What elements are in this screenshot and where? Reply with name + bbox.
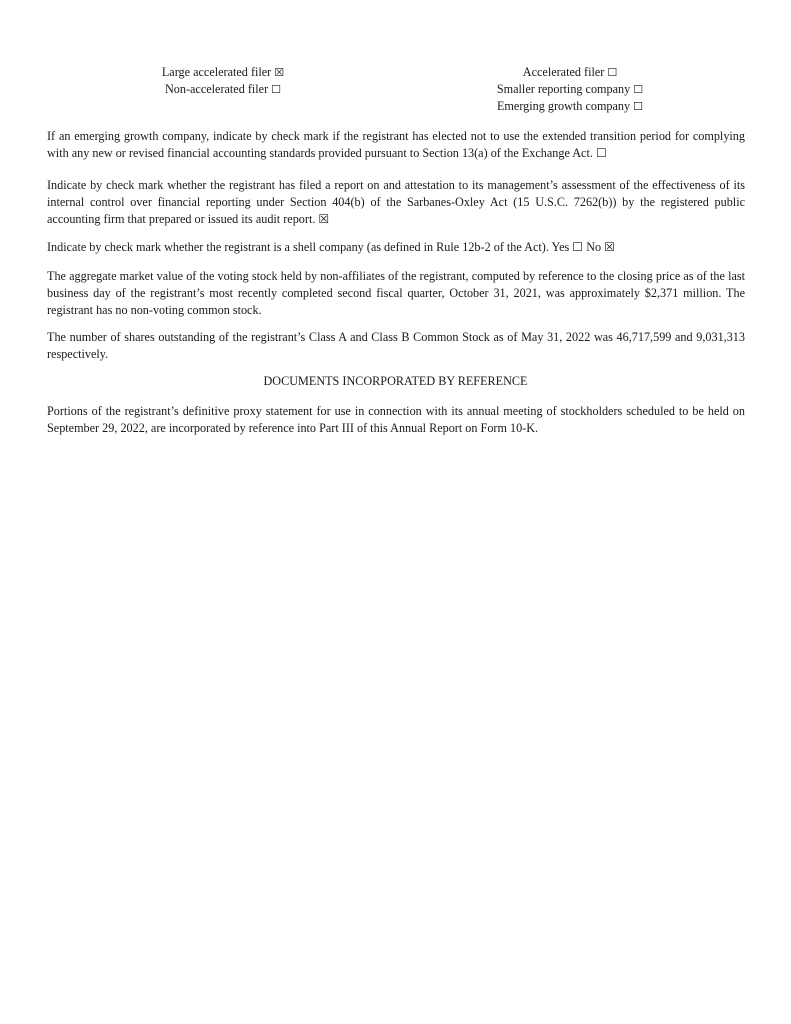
filer-label: Non-accelerated filer [164,82,269,96]
shares-outstanding-paragraph: The number of shares outstanding of the registrant’s Class A and Class B Common Stock as of May 31, 2022 was 46,717,599 and 9,031,313 respectively. [47,330,745,361]
filer-status-accelerated [470,64,670,81]
filer-label: Accelerated filer [522,65,605,79]
documents-incorporated-heading: DOCUMENTS INCORPORATED BY REFERENCE [263,374,528,388]
filer-status-smaller-reporting [470,81,670,98]
unchecked-box-icon: ☐ [633,83,644,96]
proxy-statement-paragraph: Portions of the registrant’s definitive proxy statement for use in connection with its annual meeting of stockholders scheduled to be held on September 29, 2022, are incorporated by reference into Part III of this Annual Report on Form 10-K. [47,404,745,435]
unchecked-box-icon: ☐ [607,66,618,79]
unchecked-box-icon: ☐ [271,83,282,96]
filer-label: Smaller reporting company [496,82,631,96]
unchecked-box-icon: ☐ [633,100,643,113]
filer-status-left-column [118,64,328,98]
internal-control-paragraph: Indicate by check mark whether the registrant has filed a report on and attestation to its management’s assessment of the effectiveness of its internal control over financial reporting under Section 404(b) of the Sarbanes-Oxley Act (15 U.S.C. 7262(b)) by the registered public accounting firm that prepared or issued its audit report. ☒ [47,178,745,226]
market-value-paragraph: The aggregate market value of the voting stock held by non-affiliates of the registrant, computed by reference to the closing price as of the last business day of the registrant’s most recently completed second fiscal quarter, October 31, 2021, was approximately $2,371 million. The registrant has no non-voting common stock. [47,269,745,317]
filer-status-large-accelerated [118,64,328,81]
shell-company-paragraph: Indicate by check mark whether the registrant is a shell company (as defined in Rule 12b-2 of the Act). Yes ☐ No ☒ [47,240,616,254]
filer-status-emerging-growth [470,98,670,115]
filer-status-non-accelerated [118,81,328,98]
filer-label: Large accelerated filer [161,65,272,79]
checked-box-icon: ☒ [274,66,285,79]
filer-label: Emerging growth company [496,99,631,113]
emerging-growth-paragraph: If an emerging growth company, indicate by check mark if the registrant has elected not to use the extended transition period for complying with any new or revised financial accounting standards provided pursuant to Section 13(a) of the Exchange Act. ☐ [47,129,745,160]
filer-status-right-column [470,64,670,115]
